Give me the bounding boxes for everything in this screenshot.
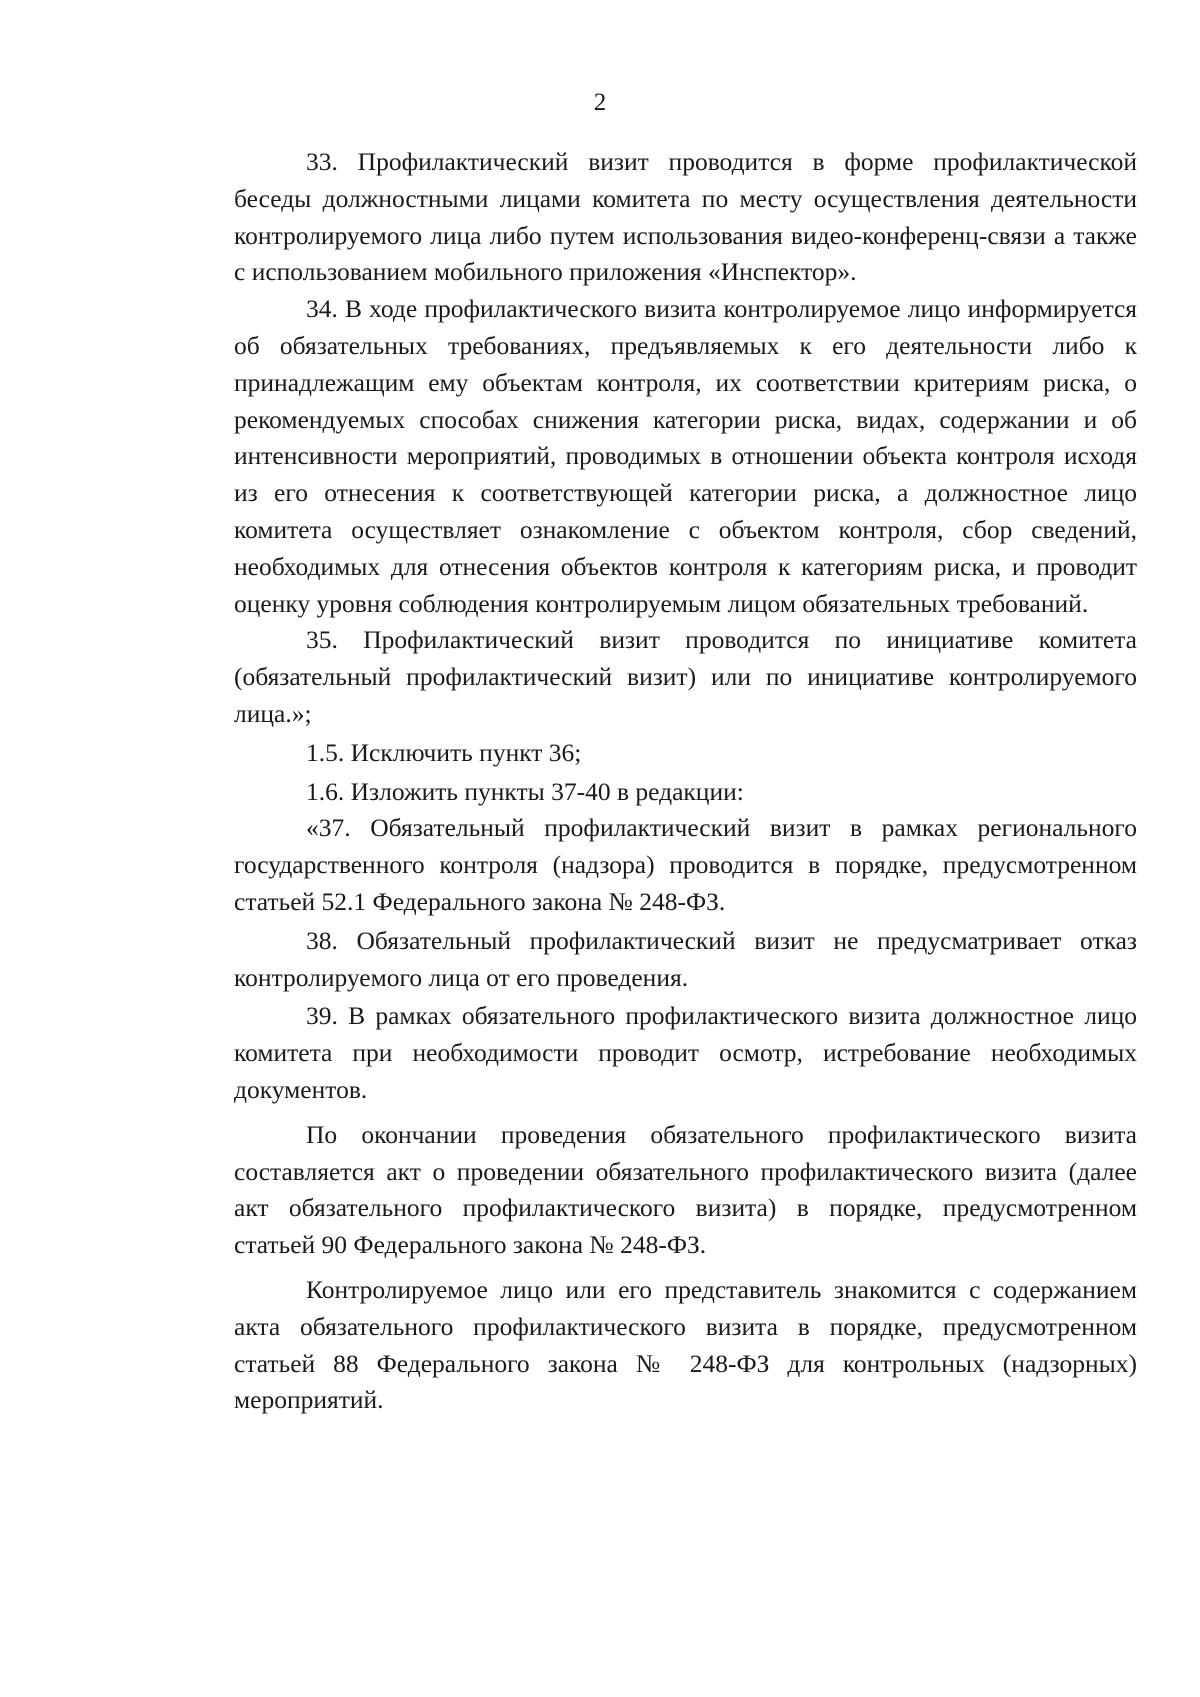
document-body xyxy=(234,144,1137,1419)
paragraph-35: 35. Профилактический визит проводится по инициативе комитета (обязательный профилактический визит) или по инициативе контролируемого лица.»; xyxy=(234,625,1137,728)
paragraph-37: «37. Обязательный профилактический визит в рамках регионального государственного контроля (надзора) проводится в порядке, предусмотренном статьей 52.1 Федерального закона № 248-ФЗ. xyxy=(234,813,1137,916)
paragraph-act-drafting: По окончании проведения обязательного профилактического визита составляется акт о проведении обязательного профилактического визита (далее акт обязательного профилактического визита) в порядке, предусмотренном статьей 90 Федерального закона № 248-ФЗ. xyxy=(234,1119,1137,1260)
paragraph-33: 33. Профилактический визит проводится в форме профилактической беседы должностными лицами комитета по месту осуществления деятельности контролируемого лица либо путем использования видео-конференц-связи а также с использованием мобильного приложения «Инспектор». xyxy=(234,147,1137,287)
paragraph-39: 39. В рамках обязательного профилактического визита должностное лицо комитета при необходимости проводит осмотр, истребование необходимых документов. xyxy=(234,1001,1137,1104)
paragraph-act-familiarization: Контролируемое лицо или его представитель знакомится с содержанием акта обязательного профилактического визита в порядке, предусмотренном статьей 88 Федерального закона № 248-ФЗ для контрольных (надзорных) мероприятий. xyxy=(234,1274,1137,1415)
paragraph-1-6: 1.6. Изложить пункты 37-40 в редакции: xyxy=(306,776,744,806)
page-number: 2 xyxy=(593,89,607,116)
paragraph-1-5: 1.5. Исключить пункт 36; xyxy=(306,737,582,767)
paragraph-34: 34. В ходе профилактического визита контролируемое лицо информируется об обязательных требованиях, предъявляемых к его деятельности либо к принадлежащим ему объектам контроля, их соответствии критериям риска, о рекомендуемых способах снижения категории риска, видах, содержании и об интенсивности мероприятий, проводимых в отношении объекта контроля исходя из его отнесения к соответствующей категории риска, а должностное лицо комитета осуществляет ознакомление с объектом контроля, сбор сведений, необходимых для отнесения объектов контроля к категориям риска, и проводит оценку уровня соблюдения контролируемым лицом обязательных требований. xyxy=(234,294,1137,618)
paragraph-38: 38. Обязательный профилактический визит не предусматривает отказ контролируемого лица от его проведения. xyxy=(234,925,1137,992)
